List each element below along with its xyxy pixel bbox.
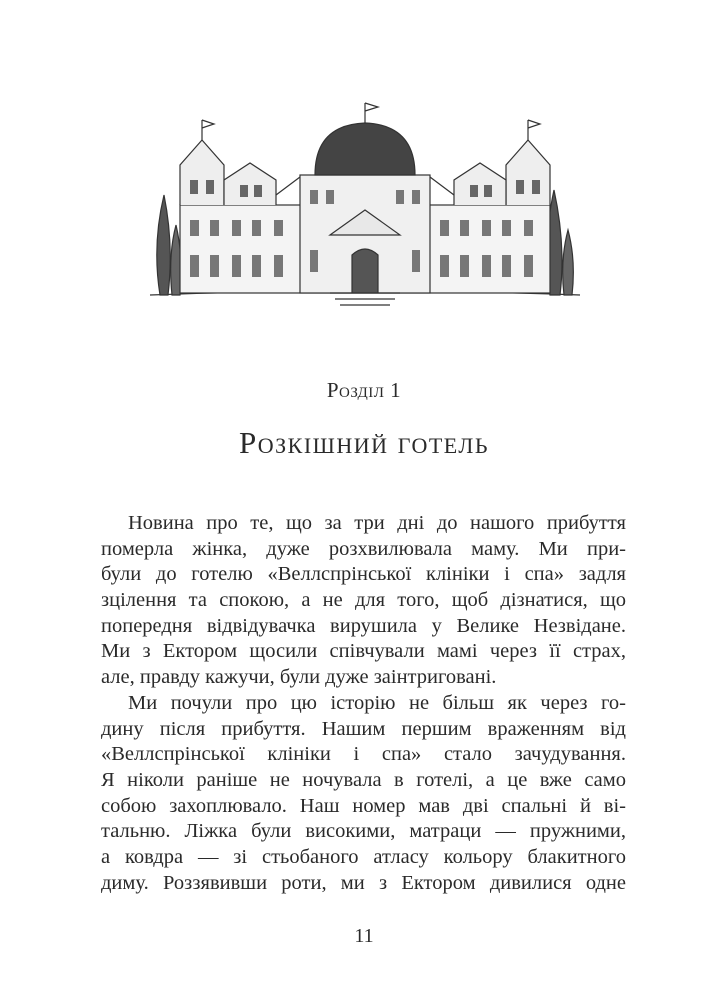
- page-number: 11: [354, 925, 374, 947]
- text-line: зцілення та спокою, а не для того, щоб дізнатися, що: [101, 589, 626, 612]
- body-text: [101, 511, 626, 896]
- hotel-illustration: [140, 95, 590, 310]
- text-line: Я ніколи раніше не ночувала в готелі, а це вже само: [101, 768, 626, 791]
- text-line: але, правду кажучи, були дуже заінтриговані.: [101, 666, 497, 689]
- text-line: попередня відвідувачка вирушила у Велике Незвідане.: [101, 614, 626, 637]
- text-line: собою захоплювало. Наш номер мав дві спальні й ві-: [101, 794, 626, 817]
- text-line: дину після прибуття. Нашим першим враженням від: [101, 717, 626, 740]
- text-line: Новина про те, що за три дні до нашого прибуття: [128, 512, 626, 534]
- text-line: Ми з Ектором щосили співчували мамі через її страх,: [101, 640, 626, 663]
- text-line: померла жінка, дуже розхвилювала маму. Ми при-: [101, 537, 626, 560]
- text-line: а ковдра — зі стьобаного атласу кольору блакитного: [101, 845, 626, 868]
- text-line: були до готелю «Веллспрінської клініки і спа» задля: [101, 563, 626, 586]
- text-line: тальню. Ліжка були високими, матраци — пружними,: [101, 820, 626, 843]
- chapter-label: Розділ 1: [326, 378, 402, 402]
- text-line: Ми почули про цю історію не більш як через го-: [128, 691, 626, 714]
- chapter-title: Розкішний готель: [239, 425, 489, 460]
- text-line: диму. Роззявивши роти, ми з Ектором дивилися одне: [101, 871, 626, 894]
- text-line: «Веллспрінської клініки і спа» стало зачудування.: [101, 743, 626, 766]
